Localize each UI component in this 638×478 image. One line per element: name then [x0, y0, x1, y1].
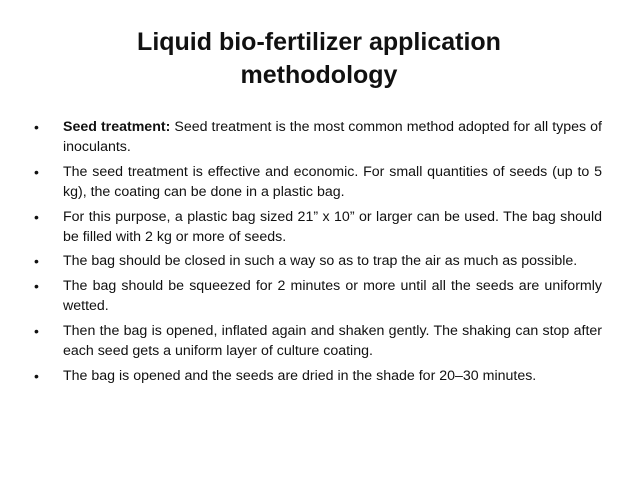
bullet-text: The bag is opened and the seeds are dried in the shade for 20–30 minutes.	[63, 367, 537, 384]
bullet-text: The bag should be squeezed for 2 minutes or more until all the seeds are uniformly wetted.	[63, 277, 602, 315]
bullet-lead: Seed treatment:	[63, 119, 171, 135]
title-line-1: Liquid bio-fertilizer application	[137, 28, 501, 56]
bullet-icon: •	[34, 208, 39, 225]
bullet-text: For this purpose, a plastic bag sized 21” x 10” or larger can be used. The bag should be filled with 2 kg or more of seeds.	[63, 208, 602, 245]
bullet-item-shake	[34, 321, 602, 361]
title-line-2: methodology	[240, 61, 398, 89]
bullet-item-dry	[34, 366, 602, 386]
bullet-icon: •	[34, 322, 39, 339]
bullet-icon: •	[34, 367, 39, 384]
bullet-icon: •	[34, 119, 39, 135]
bullet-item-close-bag	[34, 251, 602, 271]
bullet-icon: •	[34, 253, 39, 270]
slide-title	[60, 26, 578, 92]
bullet-item-effective	[34, 162, 602, 202]
bullet-icon: •	[34, 163, 39, 180]
bullet-text: The bag should be closed in such a way so as to trap the air as much as possible.	[63, 253, 578, 270]
bullet-item-squeeze	[34, 276, 602, 316]
bullet-text: Then the bag is opened, inflated again and shaken gently. The shaking can stop after each seed gets a uniform layer of culture coating.	[63, 322, 602, 359]
bullet-text: The seed treatment is effective and economic. For small quantities of seeds (up to 5 kg), the coating can be done in a plastic bag.	[63, 163, 602, 200]
bullet-text: Seed treatment is the most common method adopted for all types of inoculants.	[63, 119, 602, 156]
bullet-item-bag-size	[34, 207, 602, 247]
bullet-icon: •	[34, 277, 39, 294]
bullet-list	[34, 117, 602, 390]
bullet-item-seed-treatment	[34, 117, 602, 157]
